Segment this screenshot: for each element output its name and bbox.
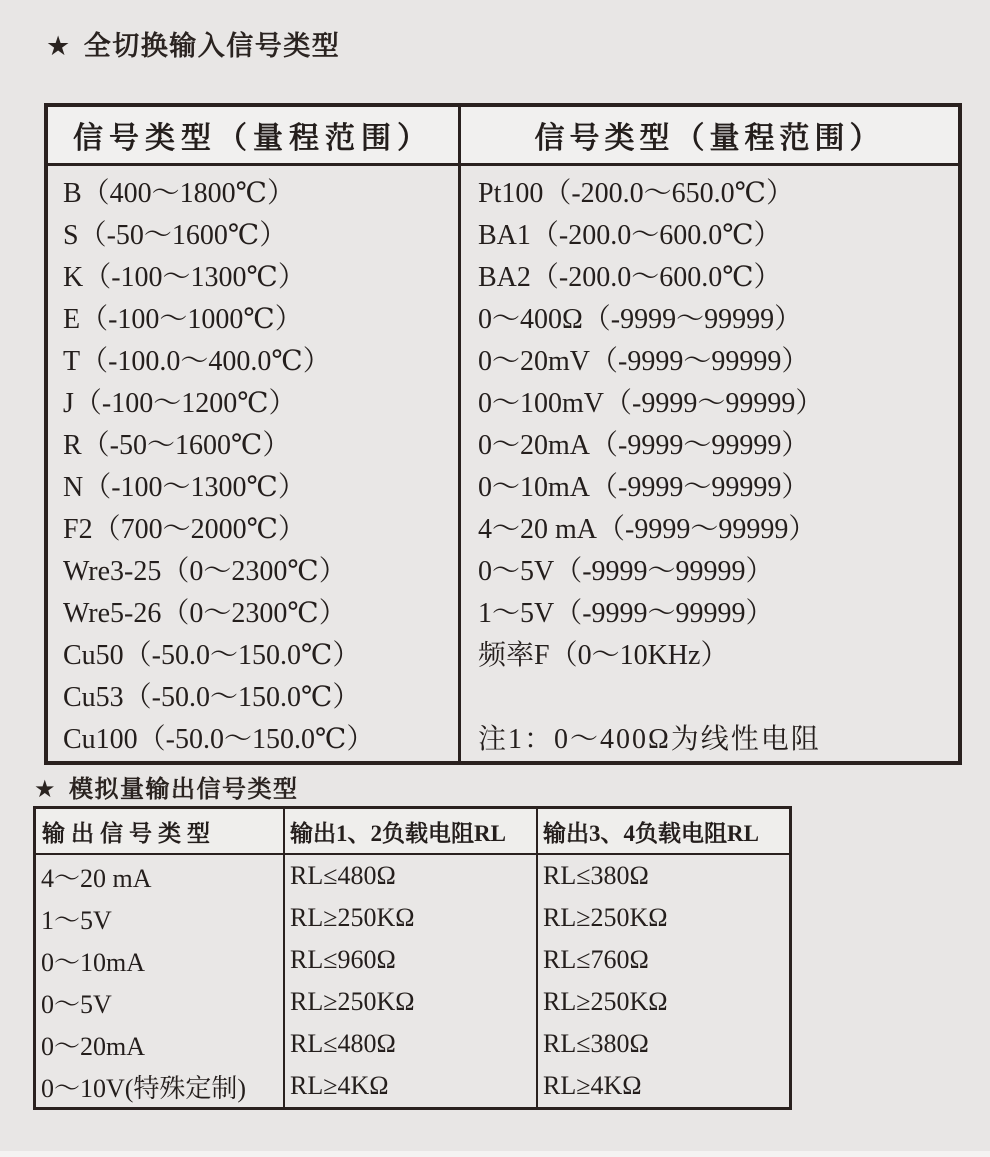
load-resistance-cell: RL≥250KΩ (536, 897, 789, 939)
empty-row (478, 677, 958, 719)
output-table-row (36, 1023, 789, 1065)
input-signal-row: Wre5-26（0～2300℃） (63, 598, 347, 629)
star-icon: ★ (46, 31, 72, 61)
input-table-header-right: 信号类型（量程范围） (458, 107, 958, 163)
input-signal-row: S（-50～1600℃） (63, 220, 288, 251)
output-signal-cell: 0～20mA (41, 1031, 146, 1061)
output-table-row (36, 1065, 789, 1107)
output-table-header-signal: 输出信号类型 (42, 820, 216, 846)
output-signal-table (33, 806, 792, 1110)
load-resistance-cell: RL≤760Ω (536, 939, 789, 981)
load-resistance-cell: RL≤380Ω (536, 855, 789, 897)
input-signal-row: B（400～1800℃） (63, 178, 295, 209)
load-resistance-cell: RL≥4KΩ (283, 1065, 536, 1107)
input-signal-row: Cu53（-50.0～150.0℃） (63, 682, 361, 713)
input-signal-row: Pt100（-200.0～650.0℃） (478, 178, 794, 209)
input-signal-row: 0～400Ω（-9999～99999） (478, 304, 803, 335)
section1-title-text: 全切换输入信号类型 (83, 31, 341, 61)
input-table-right-column (458, 166, 958, 761)
output-table-header-row (36, 809, 789, 855)
input-signal-row: 频率F（0～10KHz） (478, 640, 729, 671)
input-signal-row: R（-50～1600℃） (63, 430, 291, 461)
load-resistance-cell: RL≤380Ω (536, 1023, 789, 1065)
output-table-header-load34: 输出3、4负载电阻RL (536, 809, 789, 853)
output-table-row (36, 897, 789, 939)
section2-title-text: 模拟量输出信号类型 (69, 776, 299, 803)
input-signal-row: 0～100mV（-9999～99999） (478, 388, 824, 419)
output-table-row (36, 939, 789, 981)
input-signal-row: 4～20 mA（-9999～99999） (478, 514, 817, 545)
load-resistance-cell: RL≥4KΩ (536, 1065, 789, 1107)
input-signal-row: K（-100～1300℃） (63, 262, 306, 293)
input-signal-row: F2（700～2000℃） (63, 514, 306, 545)
load-resistance-cell: RL≤480Ω (283, 855, 536, 897)
input-signal-row: T（-100.0～400.0℃） (63, 346, 331, 377)
output-signal-cell: 4～20 mA (41, 863, 152, 893)
section2-title (34, 769, 299, 804)
load-resistance-cell: RL≥250KΩ (283, 981, 536, 1023)
input-signal-table (44, 103, 962, 765)
input-signal-row: BA2（-200.0～600.0℃） (478, 262, 782, 293)
load-resistance-cell: RL≥250KΩ (536, 981, 789, 1023)
load-resistance-cell: RL≤480Ω (283, 1023, 536, 1065)
input-signal-table-header (48, 107, 958, 166)
input-signal-table-body (48, 166, 958, 761)
output-table-header-load12: 输出1、2负载电阻RL (283, 809, 536, 853)
input-signal-row: Wre3-25（0～2300℃） (63, 556, 347, 587)
load-resistance-cell: RL≤960Ω (283, 939, 536, 981)
input-table-header-left: 信号类型（量程范围） (73, 122, 433, 155)
input-signal-row: BA1（-200.0～600.0℃） (478, 220, 782, 251)
input-signal-row: 0～20mA（-9999～99999） (478, 430, 810, 461)
page-bottom-edge (0, 1151, 990, 1157)
input-signal-row: Cu50（-50.0～150.0℃） (63, 640, 361, 671)
output-signal-cell: 0～10mA (41, 947, 146, 977)
output-table-row (36, 855, 789, 897)
output-signal-cell: 0～10V(特殊定制) (41, 1073, 247, 1103)
input-signal-row: N（-100～1300℃） (63, 472, 306, 503)
input-signal-row: 0～10mA（-9999～99999） (478, 472, 810, 503)
linear-resistance-note: 注1：0～400Ω为线性电阻 (478, 724, 821, 755)
input-table-left-column (48, 166, 458, 761)
input-signal-row: E（-100～1000℃） (63, 304, 303, 335)
input-signal-row: Cu100（-50.0～150.0℃） (63, 724, 375, 755)
input-signal-row: 0～5V（-9999～99999） (478, 556, 774, 587)
input-signal-row: J（-100～1200℃） (63, 388, 297, 419)
output-table-row (36, 981, 789, 1023)
star-icon: ★ (34, 776, 58, 803)
input-signal-row: 1～5V（-9999～99999） (478, 598, 774, 629)
load-resistance-cell: RL≥250KΩ (283, 897, 536, 939)
input-signal-row: 0～20mV（-9999～99999） (478, 346, 810, 377)
output-signal-cell: 1～5V (41, 905, 112, 935)
section1-title (46, 24, 340, 63)
output-signal-cell: 0～5V (41, 989, 112, 1019)
